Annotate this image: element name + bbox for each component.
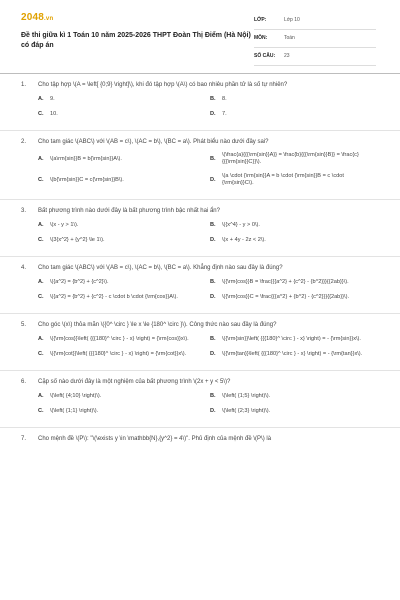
answer-options xyxy=(0,152,400,194)
question-5 xyxy=(0,314,400,371)
answer-option-a[interactable] xyxy=(38,221,210,229)
answer-letter: B. xyxy=(210,95,216,102)
question-6 xyxy=(0,371,400,428)
answer-text: \(a\rm{sin}}B = b{\rm{sin}}A\). xyxy=(50,155,122,162)
answer-option-c[interactable] xyxy=(38,236,210,244)
question-list xyxy=(0,74,400,448)
answer-option-c[interactable] xyxy=(38,407,210,415)
exam-title: Đề thi giữa kì 1 Toán 10 năm 2025-2026 THPT Đoàn Thị Điểm (Hà Nội) có đáp án xyxy=(21,32,251,49)
answer-options xyxy=(0,278,400,308)
question-text: Cặp số nào dưới đây là một nghiệm của bất phương trình \(2x + y < 5\)? xyxy=(38,379,231,385)
answer-text: 10. xyxy=(50,110,58,117)
answer-option-a[interactable] xyxy=(38,392,210,400)
meta-value: 23 xyxy=(284,53,290,59)
answer-options xyxy=(0,392,400,422)
answer-options xyxy=(0,335,400,365)
answer-text: \(x + 4y - 2z < 2\). xyxy=(222,236,266,243)
answer-option-b[interactable] xyxy=(210,95,375,103)
answer-text: \(\left( {2;3} \right)\). xyxy=(222,407,271,414)
answer-text: \(\left( {1;1} \right)\). xyxy=(50,407,99,414)
answer-letter: C. xyxy=(38,176,44,183)
answer-text: \(\left( {1;5} \right)\). xyxy=(222,392,271,399)
answer-letter: D. xyxy=(210,407,216,414)
question-2 xyxy=(0,131,400,200)
answer-text: \({\rm{cos}}B = \frac{{{a^2} + {c^2} - {b^2}}}{{2ab}}\). xyxy=(222,278,349,285)
answer-text: \(\left( {4;10} \right)\). xyxy=(50,392,102,399)
meta-row-question-count xyxy=(254,51,376,66)
question-text: Bất phương trình nào dưới đây là bất phương trình bậc nhất hai ẩn? xyxy=(38,208,220,214)
question-1 xyxy=(0,74,400,131)
answer-letter: D. xyxy=(210,350,216,357)
question-number: 7. xyxy=(21,436,27,442)
question-text: Cho tam giác \(ABC\) với \(AB = c\), \(AC = b\), \(BC = a\). Khẳng định nào sau đây là đúng? xyxy=(38,265,283,271)
answer-text: 7. xyxy=(222,110,227,117)
answer-letter: C. xyxy=(38,407,44,414)
question-number: 4. xyxy=(21,265,27,271)
answer-text: \(\frac{a}{{{\rm{sin}}A}} = \frac{b}{{{\rm{sin}}B}} = \frac{c}{{{\rm{sin}}C}}\). xyxy=(222,152,359,165)
answer-option-d[interactable] xyxy=(210,407,375,415)
answer-option-a[interactable] xyxy=(38,152,210,166)
answer-option-b[interactable] xyxy=(210,278,375,286)
answer-text: \({a^2} = {b^2} + {c^2} - c \cdot b \cdot {\rm{cos}}A\). xyxy=(50,293,178,300)
answer-option-a[interactable] xyxy=(38,335,210,343)
answer-letter: D. xyxy=(210,176,216,183)
answer-text: \({x^4} - y > 0\). xyxy=(222,221,260,228)
answer-text: 9. xyxy=(50,95,55,102)
answer-letter: D. xyxy=(210,110,216,117)
meta-row-class xyxy=(254,15,376,30)
answer-option-b[interactable] xyxy=(210,335,375,343)
answer-letter: C. xyxy=(38,110,44,117)
answer-letter: B. xyxy=(210,392,216,399)
meta-value: Lớp 10 xyxy=(284,17,300,23)
answer-letter: A. xyxy=(38,155,44,162)
question-4 xyxy=(0,257,400,314)
answer-option-c[interactable] xyxy=(38,350,210,358)
meta-label: LỚP: xyxy=(254,17,267,23)
answer-option-d[interactable] xyxy=(210,293,375,301)
answer-option-d[interactable] xyxy=(210,173,375,187)
answer-option-c[interactable] xyxy=(38,293,210,301)
answer-letter: C. xyxy=(38,350,44,357)
answer-option-c[interactable] xyxy=(38,173,210,187)
answer-letter: C. xyxy=(38,236,44,243)
answer-letter: B. xyxy=(210,335,216,342)
question-number: 2. xyxy=(21,139,27,145)
question-number: 3. xyxy=(21,208,27,214)
answer-option-b[interactable] xyxy=(210,221,375,229)
answer-text: \(3{x^2} + {y^2} \le 1\). xyxy=(50,236,105,243)
question-number: 1. xyxy=(21,82,27,88)
meta-row-subject xyxy=(254,33,376,48)
question-text: Cho tam giác \(ABC\) với \(AB = c\), \(AC = b\), \(BC = a\). Phát biểu nào dưới đây sai? xyxy=(38,139,269,145)
answer-letter: B. xyxy=(210,221,216,228)
answer-text: \({\rm{cos}}C = \frac{{{a^2} + {b^2} - {c^2}}}{{2ab}}\). xyxy=(222,293,349,300)
answer-option-a[interactable] xyxy=(38,95,210,103)
page-header xyxy=(0,0,400,74)
answer-letter: B. xyxy=(210,278,216,285)
answer-options xyxy=(0,95,400,125)
logo-main: 2048 xyxy=(21,12,45,23)
answer-letter: A. xyxy=(38,335,44,342)
answer-letter: A. xyxy=(38,221,44,228)
answer-text: \(b{\rm{sin}}C = c{\rm{sin}}B\). xyxy=(50,176,124,183)
answer-option-d[interactable] xyxy=(210,236,375,244)
answer-text: \({\rm{tan}}\left( {{{180}^ \circ } - x} \right) = - {\rm{tan}}x\). xyxy=(222,350,363,357)
meta-label: SỐ CÂU: xyxy=(254,53,276,59)
answer-option-d[interactable] xyxy=(210,110,375,118)
logo-tld: .vn xyxy=(44,16,54,22)
answer-option-c[interactable] xyxy=(38,110,210,118)
answer-letter: C. xyxy=(38,293,44,300)
answer-option-b[interactable] xyxy=(210,392,375,400)
answer-option-d[interactable] xyxy=(210,350,375,358)
meta-value: Toán xyxy=(284,35,295,41)
question-7 xyxy=(0,428,400,448)
answer-text: \(x - y > 1\). xyxy=(50,221,79,228)
answer-letter: A. xyxy=(38,278,44,285)
exam-meta xyxy=(254,15,376,69)
answer-text: \({\rm{sin}}\left( {{{180}^ \circ } - x} \right) = - {\rm{sin}}x\). xyxy=(222,335,361,342)
question-number: 5. xyxy=(21,322,27,328)
question-number: 6. xyxy=(21,379,27,385)
answer-letter: B. xyxy=(210,155,216,162)
answer-letter: D. xyxy=(210,236,216,243)
answer-letter: D. xyxy=(210,293,216,300)
answer-letter: A. xyxy=(38,95,44,102)
question-text: Cho góc \(x\) thỏa mãn \({0^ \circ } \le x \le {180^ \circ }\). Công thức nào sau đây là đúng? xyxy=(38,322,277,328)
question-text: Cho tập hợp \(A = \left[ {0;9} \right]\), khi đó tập hợp \(A\) có bao nhiêu phần tử là số tự nhiên? xyxy=(38,82,288,88)
answer-letter: A. xyxy=(38,392,44,399)
answer-option-b[interactable] xyxy=(210,152,375,166)
site-logo[interactable] xyxy=(21,12,53,23)
question-text: Cho mệnh đề \(P\): "\(\exists y \in \mathbb{N},{y^2} = 4\)". Phủ định của mệnh đề \(P\) là xyxy=(38,436,272,442)
answer-option-a[interactable] xyxy=(38,278,210,286)
answer-text: \({a^2} = {b^2} + {c^2}\). xyxy=(50,278,109,285)
answer-text: \({\rm{cos}}\left( {{{180}^ \circ } - x} \right) = {\rm{cos}}x\). xyxy=(50,335,189,342)
answer-text: \({\rm{cot}}\left( {{{180}^ \circ } - x} \right) = {\rm{cot}}x\). xyxy=(50,350,187,357)
answer-options xyxy=(0,221,400,251)
question-3 xyxy=(0,200,400,257)
answer-text: \(a \cdot {\rm{sin}}A = b \cdot {\rm{sin}}B = c \cdot {\rm{sin}}C\). xyxy=(222,173,344,186)
answer-text: 8. xyxy=(222,95,227,102)
meta-label: MÔN: xyxy=(254,35,268,41)
